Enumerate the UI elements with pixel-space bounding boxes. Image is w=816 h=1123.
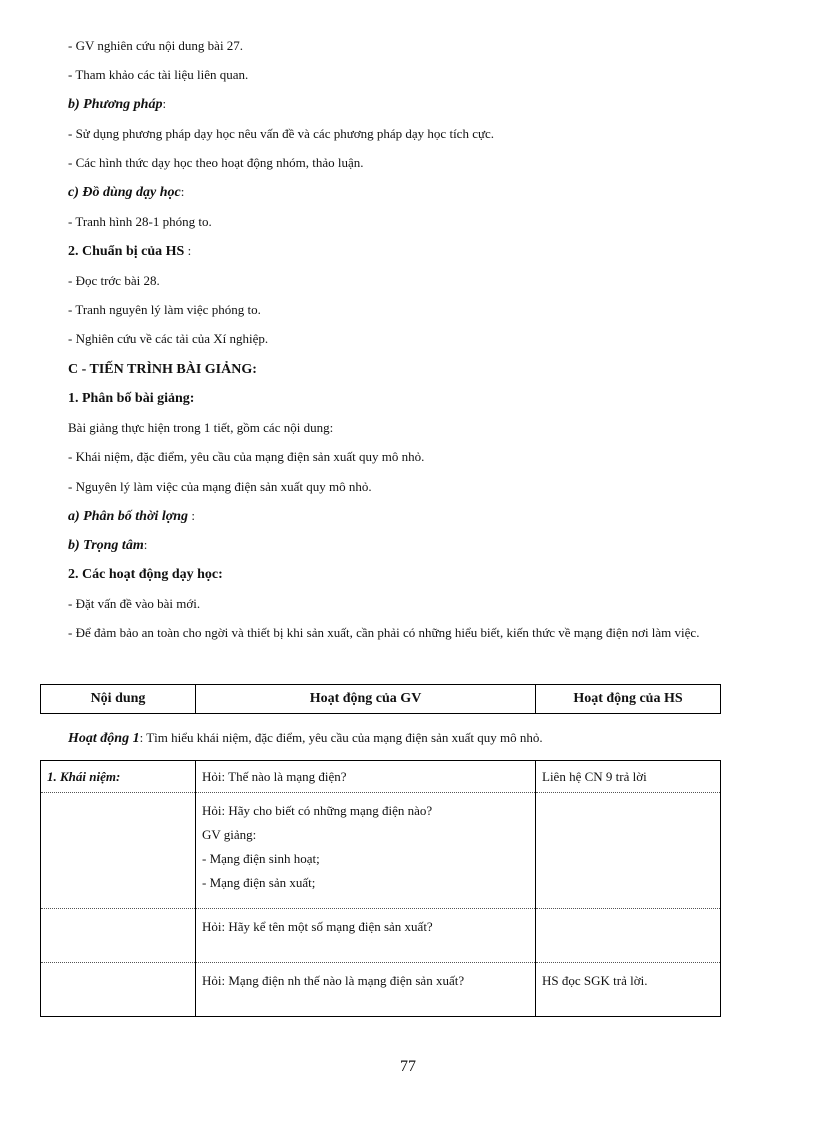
- line-7: - Tranh hình 28-1 phóng to.: [68, 214, 212, 229]
- section-do-dung: [68, 184, 184, 201]
- gv-line: - Mạng điện sinh hoạt;: [202, 851, 320, 866]
- activity-title: Hoạt động 1: [68, 731, 140, 746]
- cell-gv: Hỏi: Mạng điện nh thế nào là mạng điện sản xuất?: [196, 963, 536, 1017]
- section-tien-trinh: C - TIẾN TRÌNH BÀI GIẢNG:: [68, 362, 257, 377]
- header-hoat-dong-gv: Hoạt động của GV: [196, 685, 536, 714]
- line-20: - Đặt vấn đề vào bài mới.: [68, 596, 201, 611]
- colon: :: [188, 508, 195, 523]
- section-title: 2. Chuẩn bị của HS: [68, 244, 185, 259]
- gv-line: - Mạng điện sản xuất;: [202, 875, 316, 890]
- section-phuong-phap: [68, 96, 166, 113]
- activity-text: : Tìm hiểu khái niệm, đặc điểm, yêu cầu của mạng điện sản xuất quy mô nhỏ.: [139, 730, 543, 745]
- table-row: [41, 761, 721, 793]
- cell-gv: Hỏi: Hãy kể tên một số mạng điện sản xuất?: [196, 909, 536, 963]
- cell-hs: HS đọc SGK trả lời.: [536, 963, 721, 1017]
- gv-line: Hỏi: Hãy cho biết có những mạng điện nào?: [202, 803, 433, 818]
- section-title: b) Trọng tâm: [68, 538, 144, 553]
- content-label: 1. Khái niệm:: [47, 769, 121, 784]
- section-phan-bo-thoi-luong: [68, 508, 195, 525]
- header-hoat-dong-hs: Hoạt động của HS: [536, 685, 721, 714]
- cell-gv: Hỏi: Thế nào là mạng điện?: [196, 761, 536, 793]
- section-phan-bo: 1. Phân bố bài giảng:: [68, 391, 195, 406]
- colon: :: [162, 96, 167, 111]
- line-5: - Các hình thức dạy học theo hoạt động nhóm, thảo luận.: [68, 155, 364, 170]
- header-table: [40, 684, 721, 714]
- table-row: [41, 909, 721, 963]
- section-hoat-dong: 2. Các hoạt động dạy học:: [68, 567, 223, 582]
- cell-gv: [196, 793, 536, 909]
- section-title: b) Phương pháp: [68, 97, 163, 112]
- table-row: [41, 793, 721, 909]
- section-chuan-bi-hs: [68, 243, 191, 260]
- line-1: - GV nghiên cứu nội dung bài 27.: [68, 38, 244, 53]
- line-9: - Đọc trớc bài 28.: [68, 273, 160, 288]
- cell-content: [41, 909, 196, 963]
- line-4: - Sử dụng phương pháp dạy học nêu vấn đề và các phương pháp dạy học tích cực.: [68, 126, 495, 141]
- gv-line: GV giảng:: [202, 827, 257, 842]
- section-title: c) Đồ dùng dạy học: [68, 185, 181, 200]
- intro-paragraph: - Để đảm bảo an toàn cho ngời và thiết bị khi sản xuất, cần phải có những hiểu biết, kiến thức về mạng điện nơi làm việc.: [68, 625, 700, 640]
- line-2: - Tham khảo các tài liệu liên quan.: [68, 67, 249, 82]
- section-title: a) Phân bố thời lợng: [68, 509, 189, 524]
- section-trong-tam: [68, 537, 147, 554]
- line-14: Bài giảng thực hiện trong 1 tiết, gồm các nội dung:: [68, 420, 334, 435]
- header-noi-dung: Nội dung: [41, 685, 196, 714]
- page-number: 77: [400, 1058, 416, 1075]
- table-row: [41, 963, 721, 1017]
- cell-hs: Liên hệ CN 9 trả lời: [536, 761, 721, 793]
- activity-table: [40, 760, 721, 1017]
- line-15: - Khái niệm, đặc điểm, yêu cầu của mạng điện sản xuất quy mô nhỏ.: [68, 449, 425, 464]
- activity-heading: [68, 730, 543, 747]
- line-10: - Tranh nguyên lý làm việc phóng to.: [68, 302, 261, 317]
- cell-content: [41, 761, 196, 793]
- colon: :: [184, 243, 192, 258]
- line-11: - Nghiên cứu về các tải của Xí nghiệp.: [68, 331, 269, 346]
- cell-hs: [536, 909, 721, 963]
- cell-content: [41, 793, 196, 909]
- cell-hs: [536, 793, 721, 909]
- line-16: - Nguyên lý làm việc của mạng điện sản xuất quy mô nhỏ.: [68, 479, 372, 494]
- colon: :: [180, 184, 185, 199]
- colon: :: [143, 537, 148, 552]
- header-row: [41, 685, 721, 714]
- cell-content: [41, 963, 196, 1017]
